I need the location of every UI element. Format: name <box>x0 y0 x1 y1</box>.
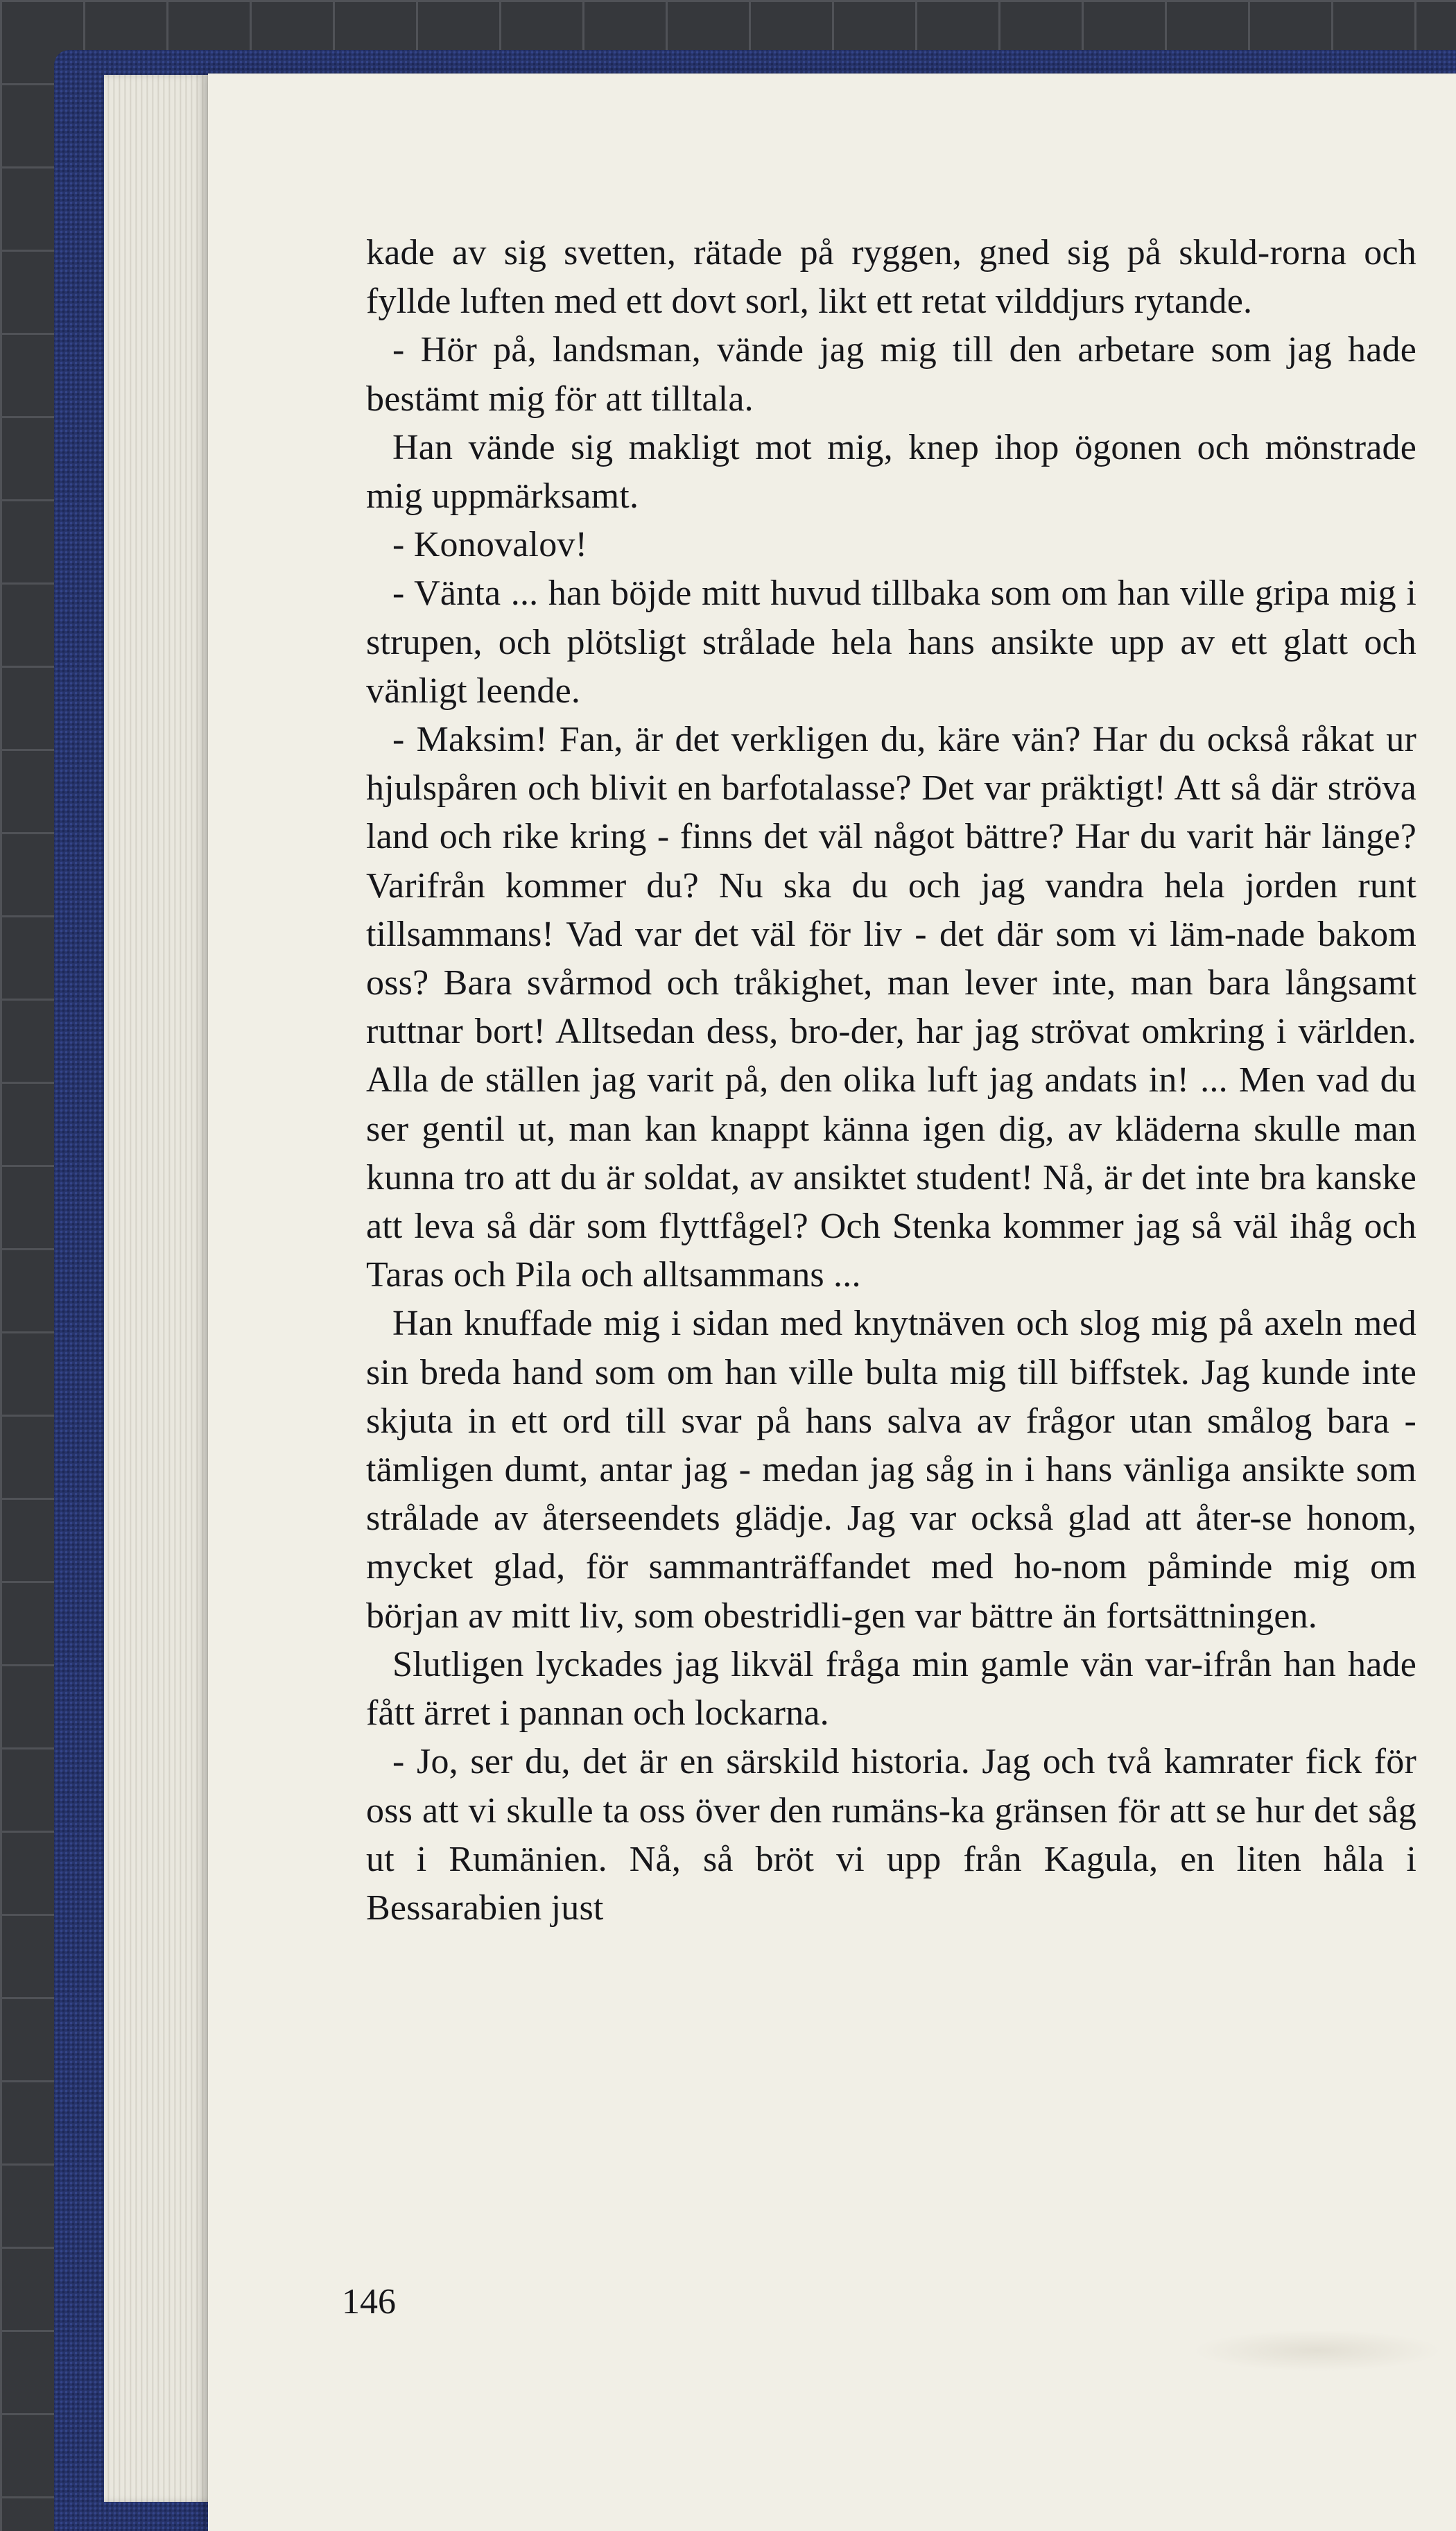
paragraph: kade av sig svetten, rätade på ryggen, gned sig på skuld-rorna och fyllde luften med ett dovt sorl, likt ett retat vilddjurs rytande. <box>366 233 1416 322</box>
paragraph: - Maksim! Fan, är det verkligen du, käre vän? Har du också råkat ur hjulspåren och blivit en barfotalasse? Det var präktigt! Att så där ströva land och rike kring - finns det väl något bättre? Har du varit här länge? Varifrån kommer du? Nu ska du och jag vandra hela jorden runt tillsammans! Vad var det väl för liv - det där som vi läm-nade bakom oss? Bara svårmod och tråkighet, man lever inte, man bara långsamt ruttnar bort! Alltsedan dess, bro-der, har jag strövat omkring i världen. Alla de ställen jag varit på, den olika luft jag andats in! ... Men vad du ser gentil ut, man kan knappt känna igen dig, av kläderna skulle man kunna tro att du är soldat, av ansiktet student! Nå, är det inte bra kanske att leva så där som flyttfågel? Och Stenka kommer jag så väl ihåg och Taras och Pila och alltsammans ... <box>366 720 1416 1295</box>
paragraph: - Hör på, landsman, vände jag mig till den arbetare som jag hade bestämt mig för att tilltala. <box>366 330 1416 419</box>
paragraph: - Vänta ... han böjde mitt huvud tillbaka som om han ville gripa mig i strupen, och plötsligt strålade hela hans ansikte upp av ett glatt och vänligt leende. <box>366 573 1416 711</box>
page-number: 146 <box>342 2282 396 2322</box>
page-edges <box>104 75 218 2502</box>
paragraph: - Jo, ser du, det är en särskild historia. Jag och två kamrater fick för oss att vi skulle ta oss över den rumäns-ka gränsen för att se hur det såg ut i Rumänien. Nå, så bröt vi upp från Kagula, en liten håla i Bessarabien just <box>366 1742 1416 1928</box>
paragraph: Slutligen lyckades jag likväl fråga min gamle vän var-ifrån han hade fått ärret i pannan och lockarna. <box>366 1644 1416 1734</box>
paragraph: Han vände sig makligt mot mig, knep ihop ögonen och mönstrade mig uppmärksamt. <box>366 427 1416 517</box>
paragraph: - Konovalov! <box>392 525 588 565</box>
body-text <box>366 229 1416 1933</box>
paragraph: Han knuffade mig i sidan med knytnäven och slog mig på axeln med sin breda hand som om han ville bulta mig till biffstek. Jag kunde inte skjuta in ett ord till svar på hans salva av frågor utan smålog bara - tämligen dumt, antar jag - medan jag såg in i hans vänliga ansikte som strålade av återseendets glädje. Jag var också glad att åter-se honom, mycket glad, för sammanträffandet med ho-nom påminde mig om början av mitt liv, som obestridli-gen var bättre än fortsättningen. <box>366 1304 1416 1636</box>
bleed-through-mark <box>1193 2330 1442 2372</box>
